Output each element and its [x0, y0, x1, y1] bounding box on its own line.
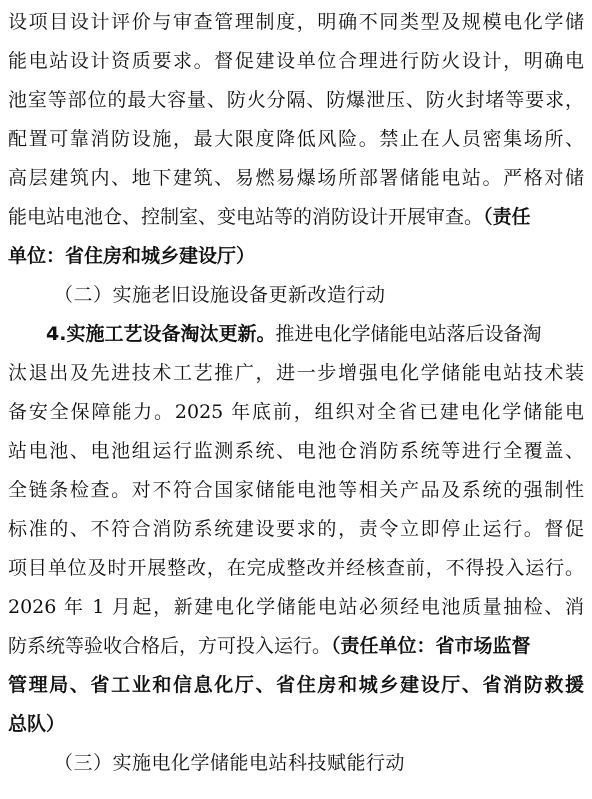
paragraph-text: 推进电化学储能电站落后设备淘: [275, 323, 542, 345]
paragraph-text: 防系统等验收合格后，方可投入运行。: [8, 635, 332, 657]
section-heading-3: （三）实施电化学储能电站科技赋能行动: [54, 752, 406, 774]
paragraph-line: [46, 315, 584, 353]
section-heading-2: （二）实施老旧设施设备更新改造行动: [54, 284, 386, 306]
responsible-unit-text: 总队）: [8, 713, 66, 735]
paragraph-line: 配置可靠消防设施，最大限度降低风险。禁止在人员密集场所、: [8, 128, 584, 150]
paragraph-line: 设项目设计评价与审查管理制度，明确不同类型及规模电化学储: [8, 11, 584, 33]
responsible-unit-text: （责任: [483, 206, 531, 228]
item-heading: 4.实施工艺设备淘汰更新。: [46, 323, 276, 345]
paragraph-line: 汰退出及先进技术工艺推广，进一步增强电化学储能电站技术装: [8, 362, 584, 384]
paragraph-line: 2026 年 1 月起，新建电化学储能电站必须经电池质量抽检、消: [8, 596, 584, 618]
paragraph-line: 备安全保障能力。2025 年底前，组织对全省已建电化学储能电: [8, 401, 584, 423]
paragraph-line: 站电池、电池组运行监测系统、电池仓消防系统等进行全覆盖、: [8, 440, 584, 462]
paragraph-line: 全链条检查。对不符合国家储能电池等相关产品及系统的强制性: [8, 479, 584, 501]
responsible-unit-text: 单位：省住房和城乡建设厅）: [8, 245, 256, 267]
paragraph-line: 池室等部位的最大容量、防火分隔、防爆泄压、防火封堵等要求，: [8, 89, 584, 111]
paragraph-line: 高层建筑内、地下建筑、易燃易爆场所部署储能电站。严格对储: [8, 167, 584, 189]
paragraph-line: 项目单位及时开展整改，在完成整改并经核查前，不得投入运行。: [8, 557, 584, 579]
responsible-unit-text: 管理局、省工业和信息化厅、省住房和城乡建设厅、省消防救援: [8, 674, 584, 696]
paragraph-line: 能电站设计资质要求。督促建设单位合理进行防火设计，明确电: [8, 50, 584, 72]
paragraph-line: [8, 627, 584, 665]
paragraph-text: 能电站电池仓、控制室、变电站等的消防设计开展审查。: [8, 206, 484, 228]
responsible-unit-text: （责任单位：省市场监督: [331, 635, 531, 657]
paragraph-line: 标准的、不符合消防系统建设要求的，责令立即停止运行。督促: [8, 518, 584, 540]
paragraph-line: [8, 198, 584, 236]
